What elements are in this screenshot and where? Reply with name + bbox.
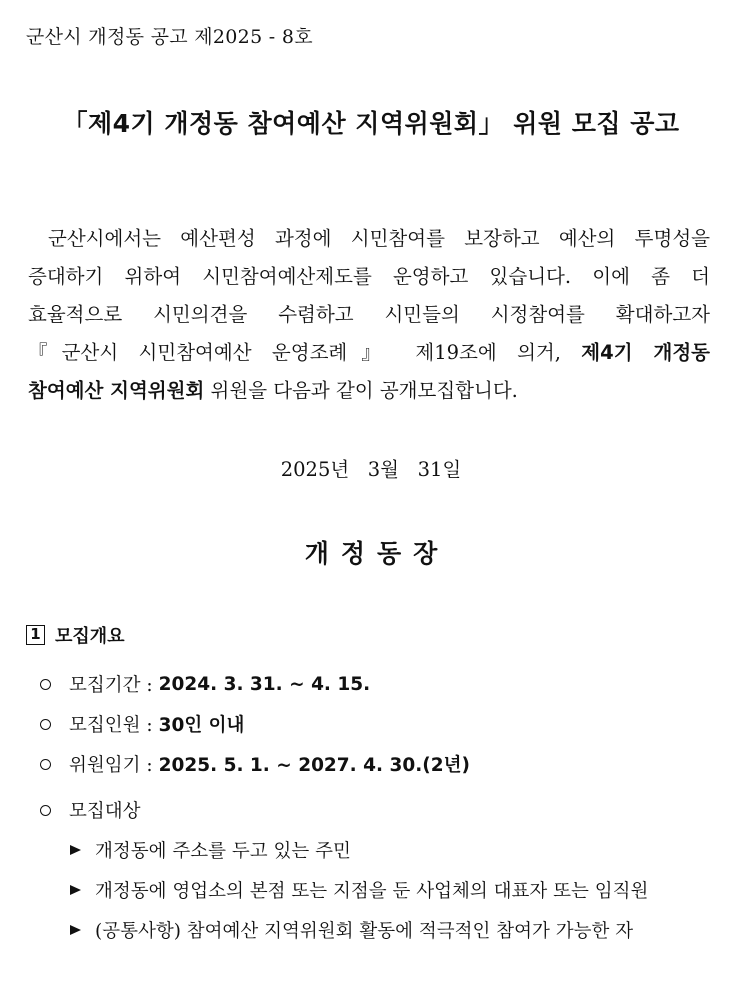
target-text: 개정동에 주소를 두고 있는 주민 xyxy=(95,841,351,862)
body-line-4 xyxy=(28,334,710,372)
eligibility-list xyxy=(70,830,720,950)
item-label: 모집기간 : xyxy=(69,675,153,696)
item-value: 2024. 3. 31. ~ 4. 15. xyxy=(158,673,371,695)
signer-title: 개정동장 xyxy=(304,539,450,568)
list-item-target xyxy=(70,830,720,870)
triangle-bullet-icon xyxy=(70,925,81,935)
target-text: 개정동에 영업소의 본점 또는 지점을 둔 사업체의 대표자 또는 임직원 xyxy=(95,881,649,902)
page-title: 「제4기 개정동 참여예산 지역위원회」 위원 모집 공고 xyxy=(62,109,680,138)
list-item-target xyxy=(70,870,720,910)
notice-number: 군산시 개정동 공고 제2025 - 8호 xyxy=(26,26,313,48)
list-item-headcount xyxy=(40,704,720,744)
target-text: (공통사항) 참여예산 지역위원회 활동에 적극적인 참여가 가능한 자 xyxy=(95,921,634,942)
item-value: 2025. 5. 1. ~ 2027. 4. 30.(2년) xyxy=(158,755,470,776)
section-title: 모집개요 xyxy=(55,626,125,647)
body-line-5-bold: 참여예산 지역위원회 xyxy=(28,379,205,402)
body-line-4-bold: 제4기 개정동 xyxy=(581,341,710,364)
body-line-2: 증대하기 위하여 시민참여예산제도를 운영하고 있습니다. 이에 좀 더 xyxy=(28,265,710,288)
section-heading xyxy=(26,622,125,648)
body-line-1: 군산시에서는 예산편성 과정에 시민참여를 보장하고 예산의 투명성을 xyxy=(48,227,710,250)
item-value: 30인 이내 xyxy=(158,715,245,736)
circle-bullet-icon xyxy=(40,679,51,690)
item-label: 모집대상 xyxy=(69,801,141,822)
body-line-4-text: 『군산시 시민참여예산 운영조례』 제19조에 의거, xyxy=(28,341,582,364)
list-item-term xyxy=(40,744,720,784)
notice-date: 2025년 3월 31일 xyxy=(280,458,462,481)
circle-bullet-icon xyxy=(40,759,51,770)
circle-bullet-icon xyxy=(40,719,51,730)
list-item-eligibility xyxy=(40,790,720,830)
item-label: 위원임기 : xyxy=(69,755,153,776)
list-item-period xyxy=(40,664,720,704)
body-line-3: 효율적으로 시민의견을 수렴하고 시민들의 시정참여를 확대하고자 xyxy=(28,303,710,326)
triangle-bullet-icon xyxy=(70,885,81,895)
section-number-box: 1 xyxy=(26,625,45,645)
triangle-bullet-icon xyxy=(70,845,81,855)
body-paragraph xyxy=(28,220,710,410)
circle-bullet-icon xyxy=(40,805,51,816)
body-line-5 xyxy=(28,372,710,410)
list-item-target xyxy=(70,910,720,950)
item-label: 모집인원 : xyxy=(69,715,153,736)
recruitment-overview-list xyxy=(40,664,720,950)
body-line-5-text: 위원을 다음과 같이 공개모집합니다. xyxy=(204,379,518,402)
